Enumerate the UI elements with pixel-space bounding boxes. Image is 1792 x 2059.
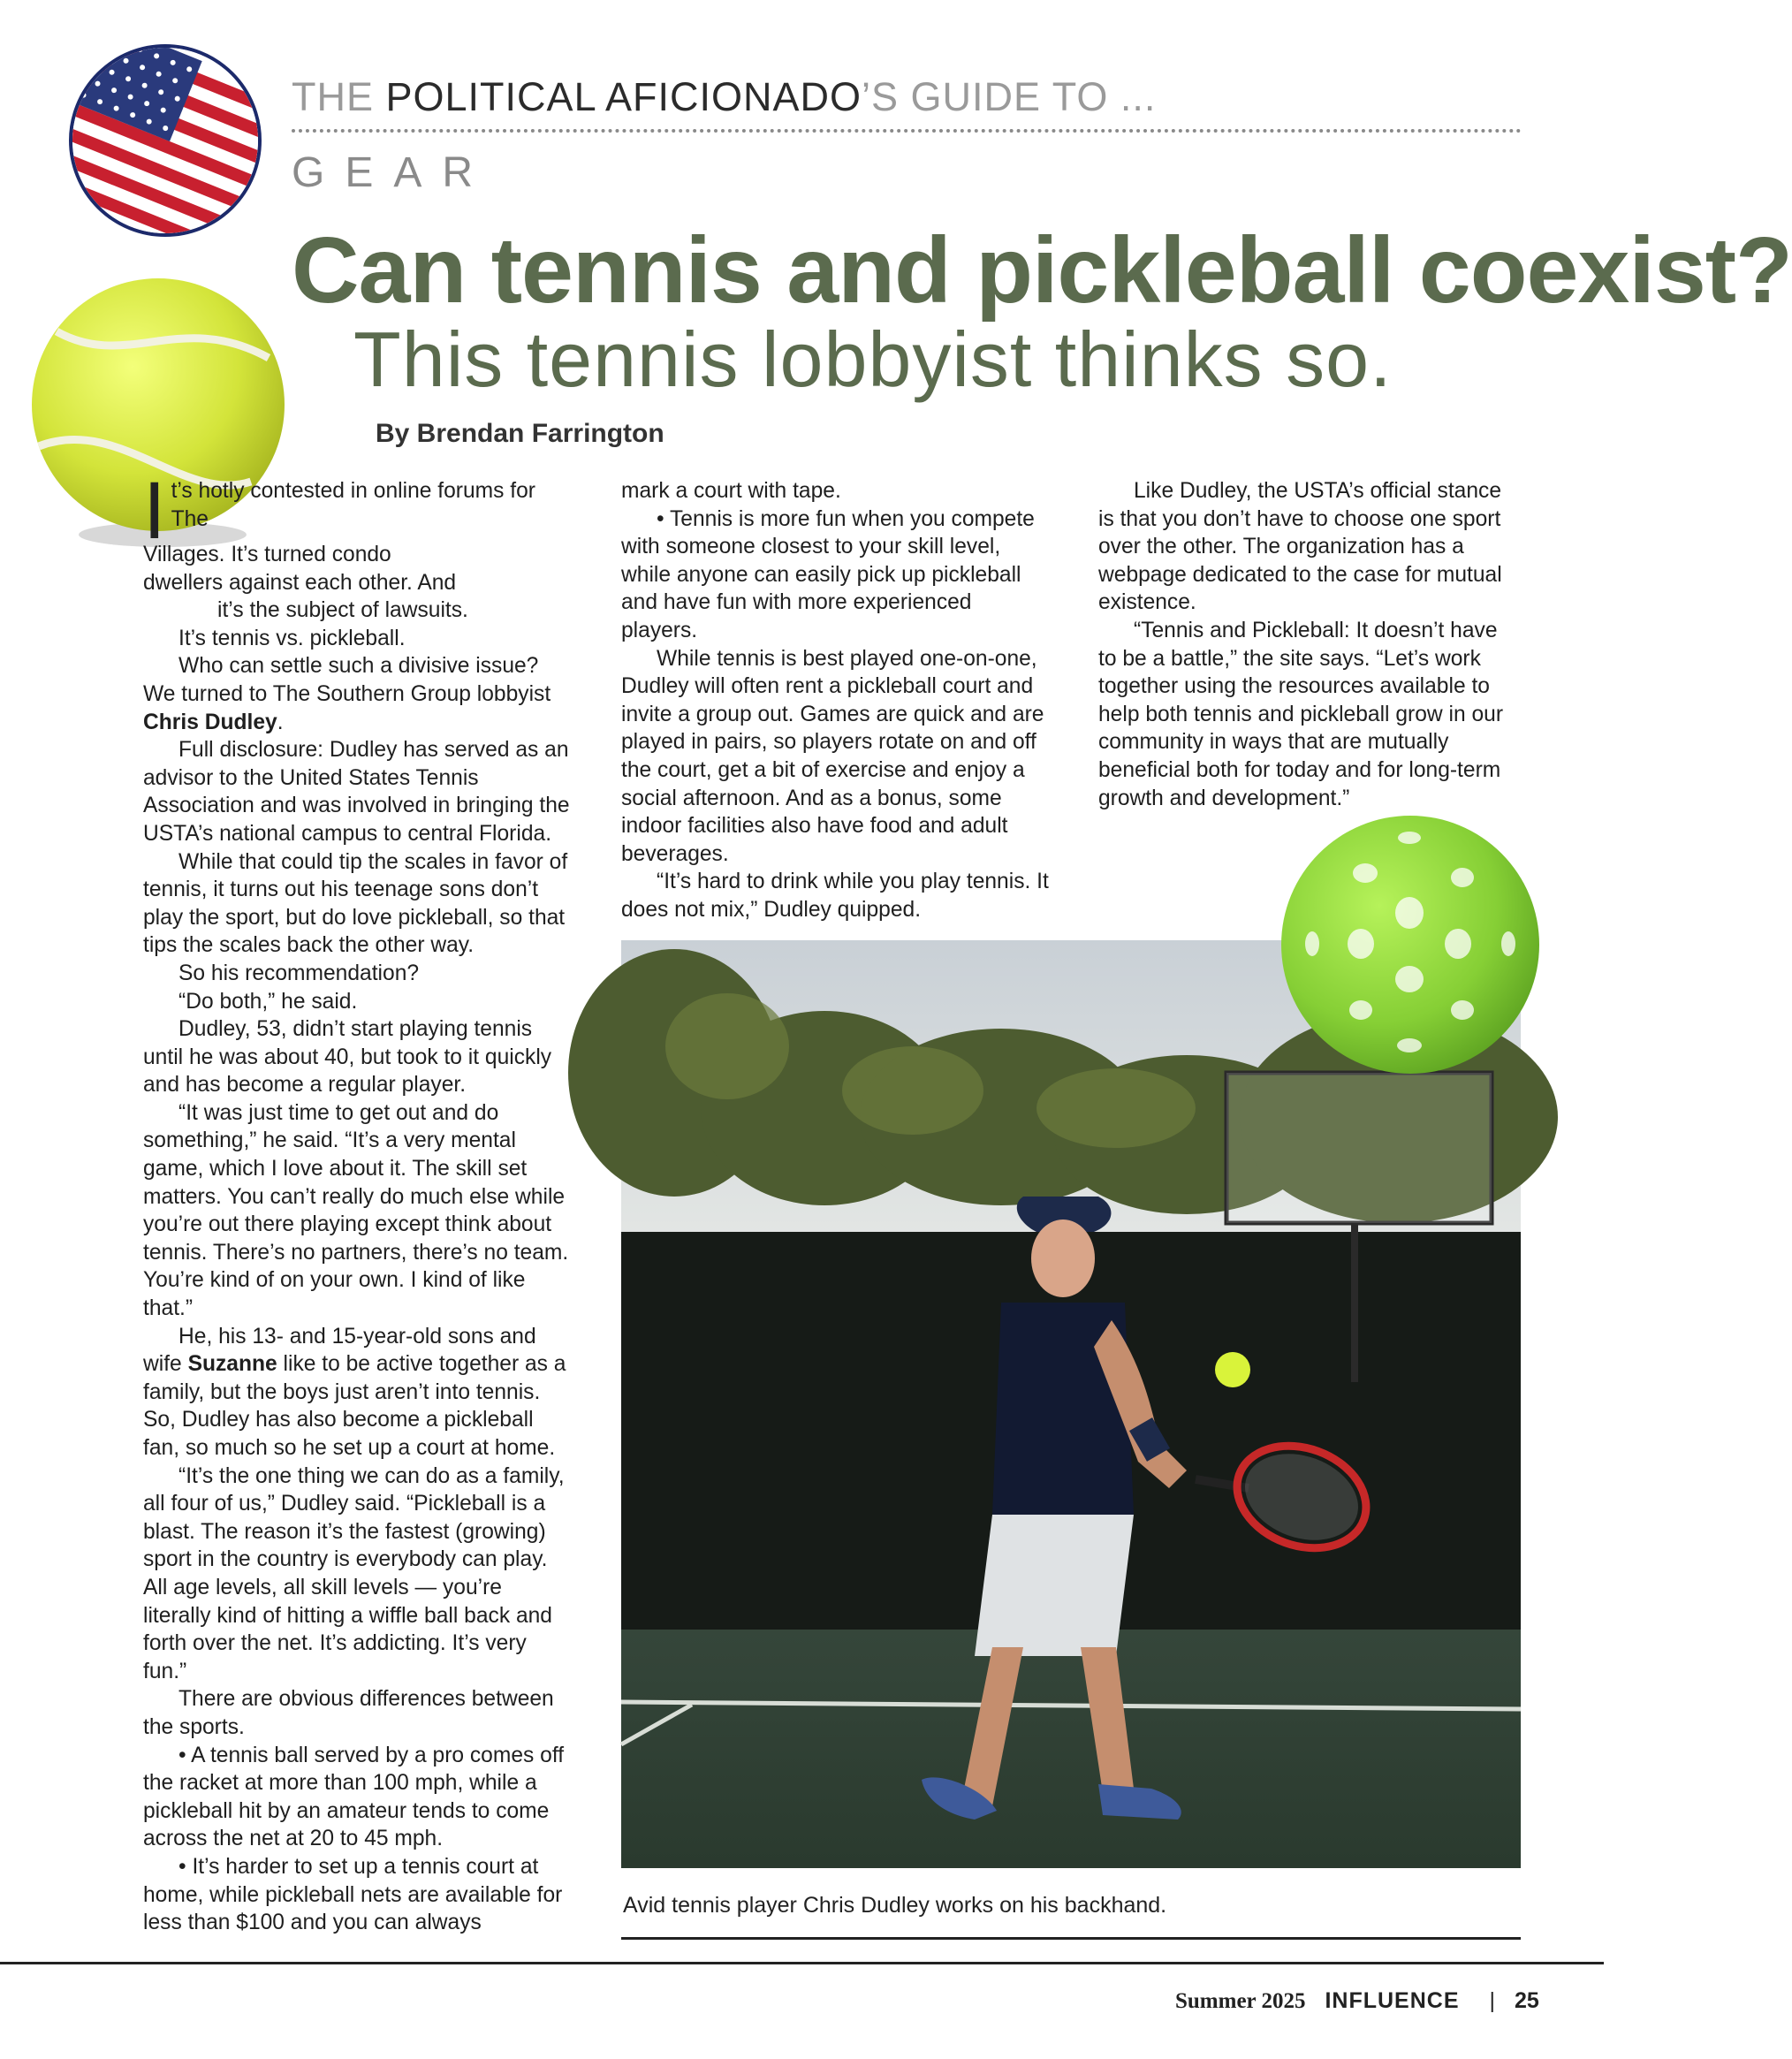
drop-cap: I [143,466,166,556]
paragraph: Full disclosure: Dudley has served as an advisor to the United States Tennis Association and was involved in bringing the USTA’s national campus to central Florida. [143,738,570,846]
section-label: GEAR [292,149,494,196]
headline: Can tennis and pickleball coexist? [292,218,1792,323]
paragraph: While tennis is best played one-on-one, Dudley will often rent a pickleball court and invite a group out. Games are quick and are played in pairs, so players rotate on and off the court, get a bit of exercise and enjoy a social afternoon. And as a bonus, some indoor facilities also have food and adult beverages. [621,646,1044,866]
footer-separator: | [1489,1988,1496,2013]
american-flag-icon [69,44,262,237]
tennis-player-photo [621,940,1521,1868]
page-footer [1175,1988,1539,2014]
paragraph-text: He, his 13- and 15-year-old sons and wife [143,1324,536,1377]
paragraph: “It’s the one thing we can do as a family, all four of us,” Dudley said. “Pickleball is a blast. The reason it’s the fastest (growing) sport in the country is everybody can play. All age levels, all skill levels — you’re literally kind of hitting a wiffle ball back and forth over the net. It’s addicting. It’s very fun.” [143,1463,565,1683]
paragraph [143,1323,573,1463]
paragraph: It’s tennis vs. pickleball. [178,626,406,650]
paragraph: “Tennis and Pickleball: It doesn’t have to be a battle,” the site says. “Let’s work together using the resources available to help both tennis and pickleball grow in our community in ways that are mutually beneficial both for today and for long-term growth and development.” [1098,618,1504,810]
footer-rule [0,1962,1604,1964]
paragraph-line: Villages. It’s turned condo [143,543,391,566]
kicker-rest: ’S GUIDE TO ... [861,74,1157,119]
issue-date: Summer 2025 [1175,1989,1306,2013]
magazine-name: INFLUENCE [1325,1988,1460,2013]
paragraph: There are obvious differences between the sports. [143,1687,554,1739]
paragraph-text: like to be active together as a family, but the boys just aren’t into tennis. So, Dudley has also become a pickleball fan, so much so he set up a court at home. [143,1352,566,1460]
bold-name: Suzanne [187,1352,277,1377]
bullet-item: • Tennis is more fun when you compete with someone closest to your skill level, while anyone can easily pick up pickleball and have fun with more experienced players. [621,506,1035,642]
paragraph-text: . [277,710,284,734]
bold-name: Chris Dudley [143,710,277,734]
paragraph: “Do both,” he said. [178,989,358,1014]
bullet-item: • A tennis ball served by a pro comes off the racket at more than 100 mph, while a pickleball hit by an amateur tends to come across the net at 20 to 45 mph. [143,1743,565,1851]
bullet-item: • It’s harder to set up a tennis court at home, while pickleball nets are available for less than $100 and you can always [143,1854,563,1935]
caption-rule [621,1937,1521,1940]
paragraph: “It was just time to get out and do something,” he said. “It’s a very mental game, which I love about it. The skill set matters. You can’t really do much else while you’re out there playing except think about tennis. There’s no partners, there’s no team. You’re kind of on your own. I kind of like that.” [143,1100,569,1321]
series-kicker [292,74,1156,120]
paragraph: So his recommendation? [178,961,420,985]
paragraph-text: Who can settle such a divisive issue? We turned to The Southern Group lobbyist [143,654,551,706]
byline: By Brendan Farrington [376,419,664,448]
kicker-publication: POLITICAL AFICIONADO [385,74,862,119]
paragraph-line: it’s the subject of lawsuits. [217,598,468,623]
dotted-divider [292,129,1522,133]
paragraph: “It’s hard to drink while you play tennis. It does not mix,” Dudley quipped. [621,870,1049,922]
photo-caption: Avid tennis player Chris Dudley works on his backhand. [623,1893,1167,1918]
pickleball-icon [1277,811,1544,1078]
article-column-2 [621,477,1052,924]
paragraph-text: t’s hotly contested in online forums for The [171,479,535,531]
paragraph-line: dwellers against each other. And [143,570,457,595]
paragraph: While that could tip the scales in favor of tennis, it turns out his teenage sons don’t play the sport, but do love pickleball, so that tips the scales back the other way. [143,849,568,958]
paragraph: mark a court with tape. [621,479,841,503]
kicker-the: THE [292,74,386,119]
paragraph [143,652,573,736]
article-column-3 [1098,477,1521,812]
paragraph: Like Dudley, the USTA’s official stance is that you don’t have to choose one sport over the other. The organization has a webpage dedicated to the case for mutual existence. [1098,479,1502,615]
page-number: 25 [1515,1988,1539,2013]
article-column-1 [143,466,573,1937]
paragraph: Dudley, 53, didn’t start playing tennis until he was about 40, but took to it quickly and has become a regular player. [143,1017,552,1098]
subheadline: This tennis lobbyist thinks so. [353,315,1393,403]
